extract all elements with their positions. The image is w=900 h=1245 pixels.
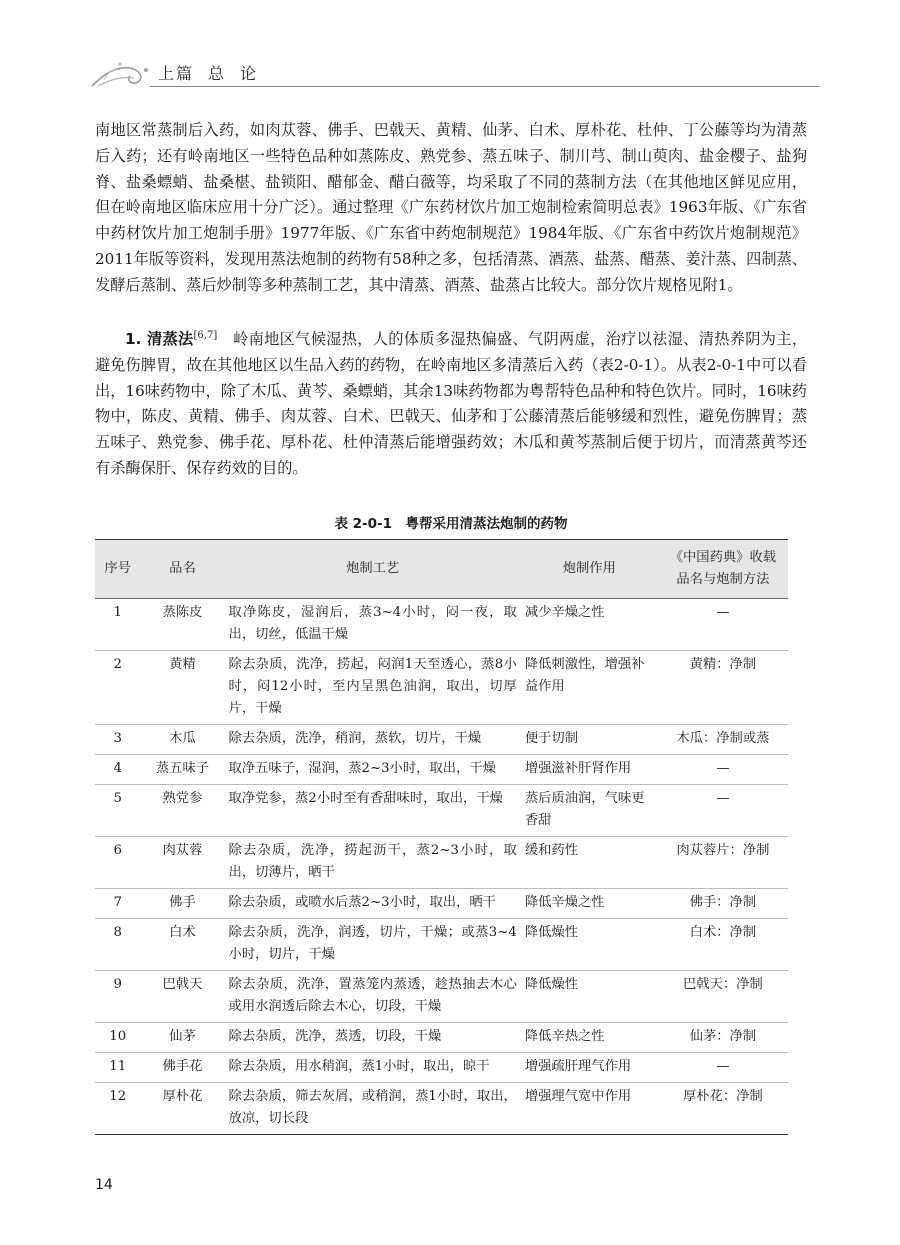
cell-effect: 降低辛燥之性	[521, 889, 658, 919]
cell-effect: 缓和药性	[521, 837, 658, 889]
cell-effect: 降低辛热之性	[521, 1023, 658, 1053]
cell-no: 11	[95, 1053, 140, 1083]
cell-name: 佛手	[140, 889, 224, 919]
cell-no: 10	[95, 1023, 140, 1053]
cell-no: 12	[95, 1083, 140, 1135]
cell-process: 除去杂质，筛去灰屑，或稍润，蒸1小时，取出，放凉，切长段	[225, 1083, 521, 1135]
header-rule	[150, 86, 820, 87]
table-caption: 表 2-0-1 粤帮采用清蒸法炮制的药物	[334, 516, 568, 532]
cell-no: 8	[95, 919, 140, 971]
table-row	[95, 725, 788, 755]
cell-process: 除去杂质，洗净，置蒸笼内蒸透，趁热抽去木心或用水润透后除去木心，切段，干燥	[225, 971, 521, 1023]
cell-no: 9	[95, 971, 140, 1023]
header-part: 上篇	[158, 64, 195, 83]
cell-process: 取净党参，蒸2小时至有香甜味时，取出，干燥	[225, 785, 521, 837]
cell-pharmacopoeia: 白术：净制	[658, 919, 788, 971]
header-title	[158, 61, 272, 84]
table-row	[95, 1053, 788, 1083]
header-pharm-line1: 《中国药典》收载	[669, 550, 777, 565]
header-pharmacopoeia	[658, 540, 788, 599]
cell-process: 除去杂质，用水稍润，蒸1小时，取出，晾干	[225, 1053, 521, 1083]
table-row	[95, 1083, 788, 1135]
cell-process: 取净五味子，湿润，蒸2~3小时，取出，干燥	[225, 755, 521, 785]
cell-name: 蒸陈皮	[140, 599, 224, 651]
cell-name: 仙茅	[140, 1023, 224, 1053]
cell-name: 木瓜	[140, 725, 224, 755]
decorative-swirl-icon	[90, 56, 152, 90]
header-pharm-line2: 品名与炮制方法	[676, 572, 770, 587]
cell-pharmacopoeia: 仙茅：净制	[658, 1023, 788, 1053]
cell-process: 除去杂质，洗净，捞起沥干，蒸2~3小时，取出，切薄片，晒干	[225, 837, 521, 889]
running-header	[80, 50, 820, 92]
cell-process: 取净陈皮，湿润后，蒸3~4小时，闷一夜，取出，切丝，低温干燥	[225, 599, 521, 651]
table-row	[95, 755, 788, 785]
cell-effect: 便于切制	[521, 725, 658, 755]
cell-effect: 增强滋补肝肾作用	[521, 755, 658, 785]
header-name: 品名	[140, 540, 224, 599]
cell-pharmacopoeia: 佛手：净制	[658, 889, 788, 919]
cell-no: 5	[95, 785, 140, 837]
cell-name: 熟党参	[140, 785, 224, 837]
table-header-row	[95, 540, 788, 599]
cell-effect: 降低刺激性，增强补益作用	[521, 651, 658, 725]
cell-no: 6	[95, 837, 140, 889]
drug-table	[95, 539, 788, 1135]
cell-pharmacopoeia: —	[658, 755, 788, 785]
table-row	[95, 599, 788, 651]
cell-process: 除去杂质，洗净，捞起，闷润1天至透心，蒸8小时，闷12小时，至内呈黑色油润，取出，切厚片，干燥	[225, 651, 521, 725]
cell-pharmacopoeia: —	[658, 785, 788, 837]
cell-pharmacopoeia: 巴戟天：净制	[658, 971, 788, 1023]
paragraph-1: 南地区常蒸制后入药，如肉苁蓉、佛手、巴戟天、黄精、仙茅、白术、厚朴花、杜仲、丁公藤等均为清蒸后入药；还有岭南地区一些特色品种如蒸陈皮、熟党参、蒸五味子、制川芎、制山萸肉、盐金樱子、盐狗脊、盐桑螵蛸、盐桑椹、盐锁阳、醋郁金、醋白薇等，均采取了不同的蒸制方法（在其他地区鲜见应用，但在岭南地区临床应用十分广泛）。通过整理《广东药材饮片加工炮制检索简明总表》1963年版、《广东省中药材饮片加工炮制手册》1977年版、《广东省中药炮制规范》1984年版、《广东省中药饮片炮制规范》2011年版等资料，发现用蒸法炮制的药物有58种之多，包括清蒸、酒蒸、盐蒸、醋蒸、姜汁蒸、四制蒸、发酵后蒸制、蒸后炒制等多种蒸制工艺，其中清蒸、酒蒸、盐蒸占比较大。部分饮片规格见附1。	[95, 121, 807, 294]
table-row	[95, 919, 788, 971]
cell-name: 蒸五味子	[140, 755, 224, 785]
table-row	[95, 889, 788, 919]
cell-process: 除去杂质，或喷水后蒸2~3小时，取出，晒干	[225, 889, 521, 919]
section-term: 1. 清蒸法	[125, 330, 194, 348]
paragraph-2	[95, 327, 807, 482]
cell-pharmacopoeia: 黄精：净制	[658, 651, 788, 725]
header-process: 炮制工艺	[225, 540, 521, 599]
cell-name: 巴戟天	[140, 971, 224, 1023]
cell-effect: 增强理气宽中作用	[521, 1083, 658, 1135]
header-section: 总	[208, 64, 227, 83]
table-row	[95, 837, 788, 889]
cell-name: 佛手花	[140, 1053, 224, 1083]
cell-name: 厚朴花	[140, 1083, 224, 1135]
header-no: 序号	[95, 540, 140, 599]
table-row	[95, 971, 788, 1023]
cell-name: 白术	[140, 919, 224, 971]
cell-effect: 减少辛燥之性	[521, 599, 658, 651]
cell-process: 除去杂质，洗净，蒸透，切段，干燥	[225, 1023, 521, 1053]
cell-no: 2	[95, 651, 140, 725]
cell-process: 除去杂质，洗净，稍润，蒸软，切片，干燥	[225, 725, 521, 755]
table-row	[95, 785, 788, 837]
cell-effect: 降低燥性	[521, 971, 658, 1023]
table-row	[95, 1023, 788, 1053]
cell-no: 1	[95, 599, 140, 651]
page-number: 14	[95, 1177, 113, 1193]
cell-no: 4	[95, 755, 140, 785]
paragraph-2-text: 岭南地区气候湿热，人的体质多湿热偏盛、气阴两虚，治疗以祛湿、清热养阴为主，避免伤脾胃，故在其他地区以生品入药的药物，在岭南地区多清蒸后入药（表2-0-1）。从表2-0-1中可以看出，16味药物中，除了木瓜、黄芩、桑螵蛸，其余13味药物都为粤帮特色品种和特色饮片。同时，16味药物中，陈皮、黄精、佛手、肉苁蓉、白术、巴戟天、仙茅和丁公藤清蒸后能够缓和烈性，避免伤脾胃；蒸五味子、熟党参、佛手花、厚朴花、杜仲清蒸后能增强药效；木瓜和黄芩蒸制后便于切片，而清蒸黄芩还有杀酶保肝、保存药效的目的。	[95, 330, 808, 477]
cell-effect: 增强疏肝理气作用	[521, 1053, 658, 1083]
cell-pharmacopoeia: —	[658, 1053, 788, 1083]
cell-name: 肉苁蓉	[140, 837, 224, 889]
cell-process: 除去杂质，洗净，润透，切片，干燥；或蒸3~4小时，切片，干燥	[225, 919, 521, 971]
citation-ref: [6,7]	[193, 329, 218, 341]
cell-no: 7	[95, 889, 140, 919]
cell-pharmacopoeia: 木瓜：净制或蒸	[658, 725, 788, 755]
header-effect: 炮制作用	[521, 540, 658, 599]
cell-effect: 蒸后质油润，气味更香甜	[521, 785, 658, 837]
cell-pharmacopoeia: 肉苁蓉片：净制	[658, 837, 788, 889]
cell-pharmacopoeia: —	[658, 599, 788, 651]
cell-pharmacopoeia: 厚朴花：净制	[658, 1083, 788, 1135]
table-row	[95, 651, 788, 725]
cell-name: 黄精	[140, 651, 224, 725]
cell-no: 3	[95, 725, 140, 755]
header-section-2: 论	[240, 64, 259, 83]
cell-effect: 降低燥性	[521, 919, 658, 971]
